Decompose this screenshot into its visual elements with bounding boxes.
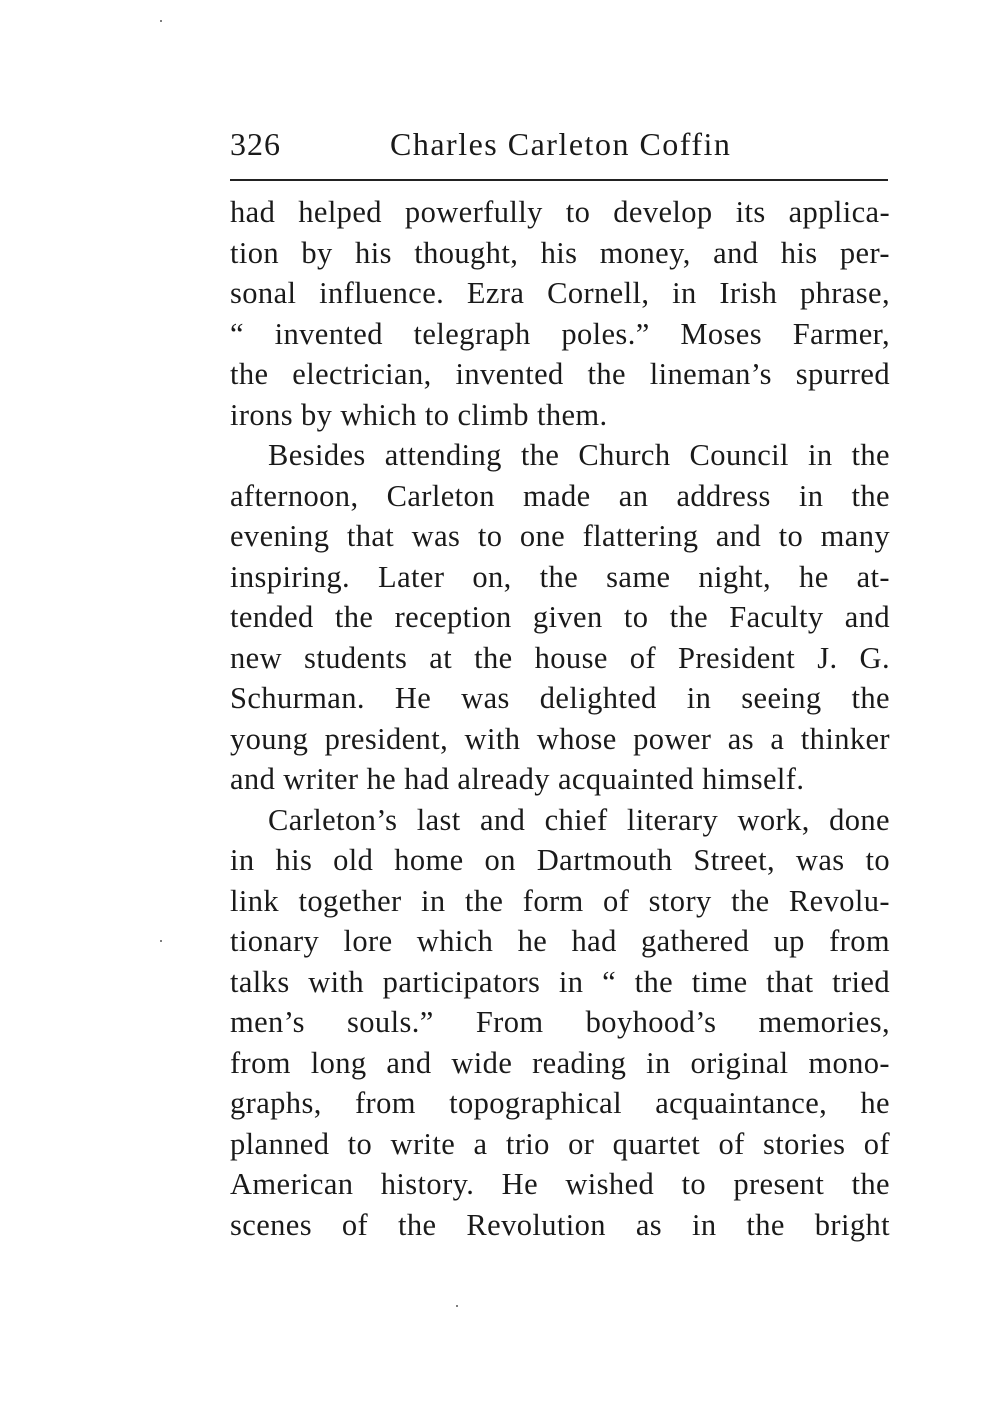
text-line: had helped powerfully to develop its applica- <box>230 195 890 229</box>
text-line: tion by his thought, his money, and his per- <box>230 235 890 270</box>
text-line: inspiring. Later on, the same night, he at- <box>230 559 890 594</box>
text-line: in his old home on Dartmouth Street, was to <box>230 843 890 877</box>
body-text <box>230 192 890 1245</box>
header-rule <box>230 179 888 181</box>
text-line: planned to write a trio or quartet of stories of <box>230 1126 890 1161</box>
text-line: Besides attending the Church Council in the <box>268 438 890 472</box>
text-line: Schurman. He was delighted in seeing the <box>230 681 890 715</box>
text-line: tionary lore which he had gathered up from <box>230 924 890 958</box>
text-line: talks with participators in “ the time that tried <box>230 964 890 999</box>
text-line: tended the reception given to the Faculty and <box>230 600 890 634</box>
running-title: Charles Carleton Coffin <box>390 126 732 162</box>
text-line: and writer he had already acquainted himself. <box>230 762 805 796</box>
text-line: “ invented telegraph poles.” Moses Farmer, <box>230 316 890 351</box>
scan-speck <box>456 1305 458 1307</box>
text-line: American history. He wished to present the <box>230 1167 890 1201</box>
text-line: sonal influence. Ezra Cornell, in Irish phrase, <box>230 276 890 310</box>
text-line: evening that was to one flattering and to many <box>230 519 890 553</box>
text-line: irons by which to climb them. <box>230 397 608 432</box>
text-line: the electrician, invented the lineman’s spurred <box>230 357 890 391</box>
scan-speck <box>160 20 162 22</box>
scan-speck <box>160 940 162 942</box>
text-line: men’s souls.” From boyhood’s memories, <box>230 1005 890 1039</box>
text-line: link together in the form of story the Revolu- <box>230 883 890 918</box>
text-line: afternoon, Carleton made an address in the <box>230 478 890 513</box>
text-line: graphs, from topographical acquaintance, he <box>230 1086 890 1120</box>
text-line: Carleton’s last and chief literary work, done <box>268 802 890 837</box>
page-number: 326 <box>230 126 281 162</box>
text-line: new students at the house of President J. G. <box>230 640 890 675</box>
text-line: scenes of the Revolution as in the bright <box>230 1207 890 1242</box>
text-line: from long and wide reading in original mono- <box>230 1045 890 1080</box>
running-header <box>230 122 890 170</box>
text-line: young president, with whose power as a thinker <box>230 721 890 756</box>
